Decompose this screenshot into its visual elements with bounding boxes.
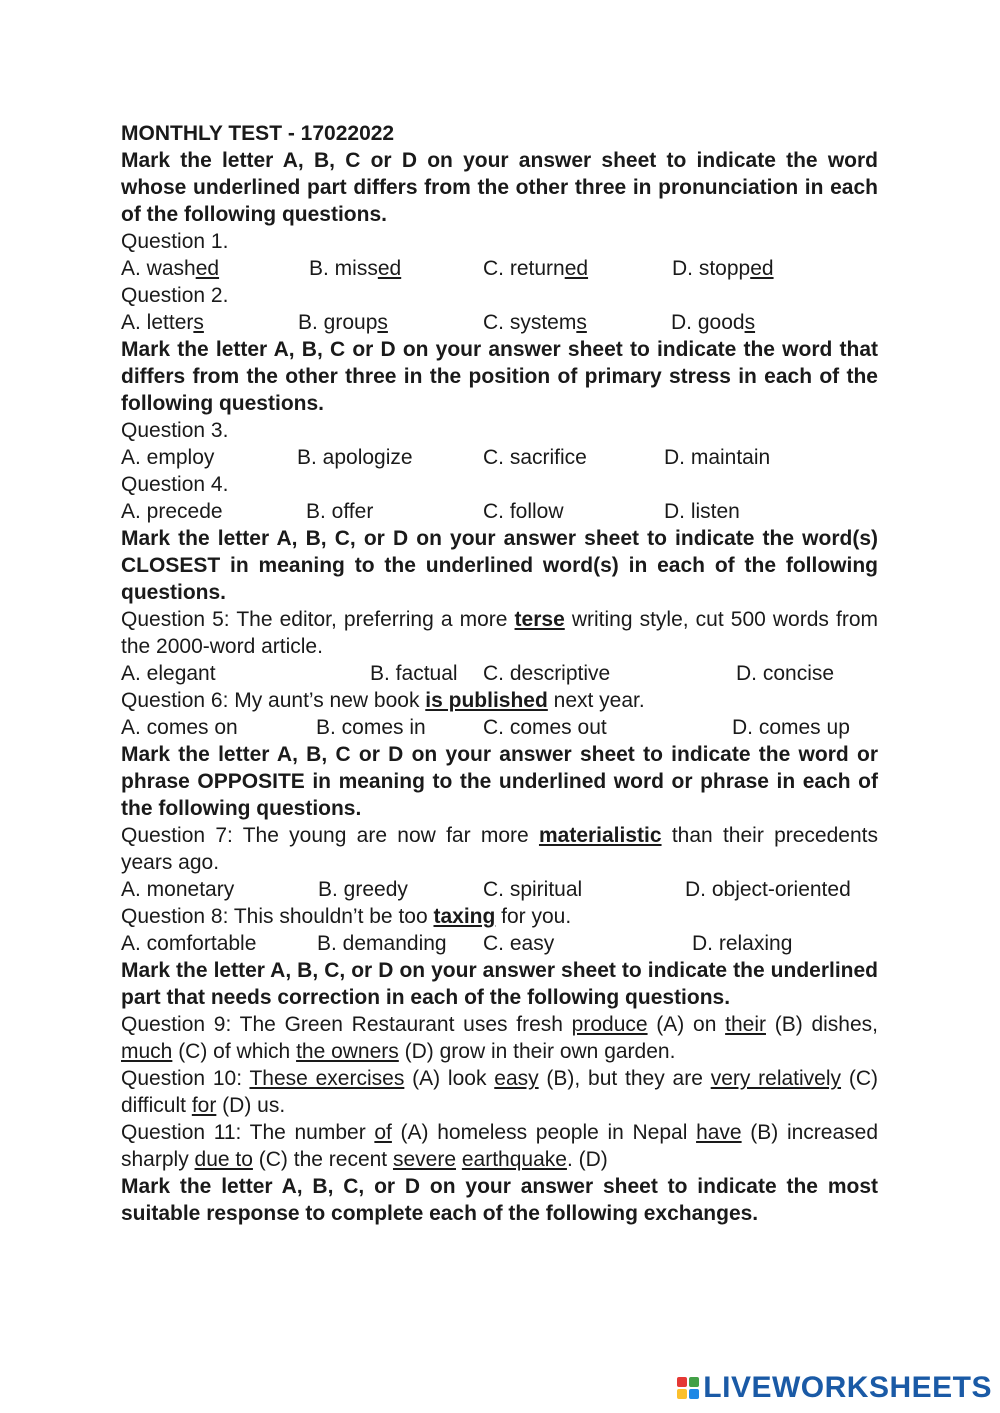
q2-option-d[interactable]: D. goods [671, 311, 756, 334]
liveworksheets-watermark [677, 1371, 992, 1405]
q5-option-a[interactable]: A. elegant [121, 662, 216, 685]
q7-option-d[interactable]: D. object-oriented [685, 878, 851, 901]
liveworksheets-logo-icon [677, 1377, 699, 1399]
question-8-stem: Question 8: This shouldn’t be too taxing for you. [121, 905, 572, 928]
test-title: MONTHLY TEST - 17022022 [121, 122, 395, 145]
question-7-stem: Question 7: The young are now far more materialistic than their precedents years ago. [121, 824, 878, 874]
q9-part-b[interactable]: their [725, 1013, 766, 1036]
question-11-stem: Question 11: The number of (A) homeless people in Nepal have (B) increased sharply due to (C) the recent severe earthquake. (D) [121, 1121, 878, 1171]
question-6-stem: Question 6: My aunt’s new book is published next year. [121, 689, 645, 712]
q2-option-b[interactable]: B. groups [298, 311, 388, 334]
question-4-options [121, 498, 878, 525]
q11-part-a[interactable]: of [374, 1121, 392, 1144]
q5-option-d[interactable]: D. concise [736, 662, 835, 685]
q8-option-d[interactable]: D. relaxing [692, 932, 793, 955]
question-5-stem: Question 5: The editor, preferring a more terse writing style, cut 500 words from the 2000-word article. [121, 608, 878, 658]
q4-option-a[interactable]: A. precede [121, 500, 223, 523]
question-5-options [121, 660, 878, 687]
q7-option-b[interactable]: B. greedy [318, 878, 408, 901]
worksheet-page [121, 120, 878, 1227]
q8-option-a[interactable]: A. comfortable [121, 932, 257, 955]
q9-part-d[interactable]: the owners [296, 1040, 399, 1063]
q5-option-c[interactable]: C. descriptive [483, 662, 611, 685]
q4-option-b[interactable]: B. offer [306, 500, 374, 523]
q10-part-a[interactable]: These exercises [249, 1067, 405, 1090]
instruction-error-correction: Mark the letter A, B, C, or D on your answer sheet to indicate the underlined part that needs correction in each of the following questions. [121, 959, 878, 1009]
q1-option-c[interactable]: C. returned [483, 257, 589, 280]
question-10-stem: Question 10: These exercises (A) look easy (B), but they are very relatively (C) difficult for (D) us. [121, 1067, 878, 1117]
q2-option-a[interactable]: A. letters [121, 311, 204, 334]
q7-option-a[interactable]: A. monetary [121, 878, 235, 901]
q3-option-d[interactable]: D. maintain [664, 446, 771, 469]
q3-option-c[interactable]: C. sacrifice [483, 446, 587, 469]
instruction-opposite-meaning: Mark the letter A, B, C or D on your answer sheet to indicate the word or phrase OPPOSITE in meaning to the underlined word or phrase in each of the following questions. [121, 743, 878, 820]
q4-option-d[interactable]: D. listen [664, 500, 740, 523]
q10-part-d[interactable]: for [191, 1094, 217, 1117]
q8-option-c[interactable]: C. easy [483, 932, 555, 955]
q4-option-c[interactable]: C. follow [483, 500, 564, 523]
q3-option-a[interactable]: A. employ [121, 446, 215, 469]
question-3-options [121, 444, 878, 471]
q8-option-b[interactable]: B. demanding [317, 932, 447, 955]
question-6-options [121, 714, 878, 741]
q6-option-c[interactable]: C. comes out [483, 716, 607, 739]
q6-option-d[interactable]: D. comes up [732, 716, 850, 739]
q10-part-c[interactable]: very relatively [710, 1067, 842, 1090]
question-3-label: Question 3. [121, 419, 229, 442]
question-2-options [121, 309, 878, 336]
q6-option-a[interactable]: A. comes on [121, 716, 238, 739]
question-2-label: Question 2. [121, 284, 229, 307]
q9-part-a[interactable]: produce [571, 1013, 648, 1036]
q11-part-d2[interactable]: earthquake [461, 1148, 567, 1171]
q1-option-d[interactable]: D. stopped [672, 257, 774, 280]
instruction-closest-meaning: Mark the letter A, B, C, or D on your answer sheet to indicate the word(s) CLOSEST in meaning to the underlined word(s) in each of the following questions. [121, 527, 878, 604]
question-9-stem: Question 9: The Green Restaurant uses fresh produce (A) on their (B) dishes, much (C) of which the owners (D) grow in their own garden. [121, 1013, 878, 1063]
instruction-stress: Mark the letter A, B, C or D on your answer sheet to indicate the word that differs from the other three in the position of primary stress in each of the following questions. [121, 338, 878, 415]
question-1-options [121, 255, 878, 282]
q2-option-c[interactable]: C. systems [483, 311, 587, 334]
q7-option-c[interactable]: C. spiritual [483, 878, 583, 901]
q1-option-b[interactable]: B. missed [309, 257, 402, 280]
question-1-label: Question 1. [121, 230, 229, 253]
q9-part-c[interactable]: much [121, 1040, 173, 1063]
q1-option-a[interactable]: A. washed [121, 257, 220, 280]
q6-option-b[interactable]: B. comes in [316, 716, 426, 739]
q10-part-b[interactable]: easy [494, 1067, 539, 1090]
q11-part-c[interactable]: due to [194, 1148, 253, 1171]
q11-part-d1[interactable]: severe [392, 1148, 457, 1171]
watermark-text: LIVEWORKSHEETS [703, 1371, 992, 1404]
q5-option-b[interactable]: B. factual [370, 662, 458, 685]
question-7-options [121, 876, 878, 903]
instruction-pronunciation: Mark the letter A, B, C or D on your answer sheet to indicate the word whose underlined part differs from the other three in pronunciation in each of the following questions. [121, 149, 878, 226]
question-4-label: Question 4. [121, 473, 229, 496]
instruction-suitable-response: Mark the letter A, B, C, or D on your answer sheet to indicate the most suitable response to complete each of the following exchanges. [121, 1175, 878, 1225]
q3-option-b[interactable]: B. apologize [297, 446, 413, 469]
question-8-options [121, 930, 878, 957]
q11-part-b[interactable]: have [696, 1121, 742, 1144]
